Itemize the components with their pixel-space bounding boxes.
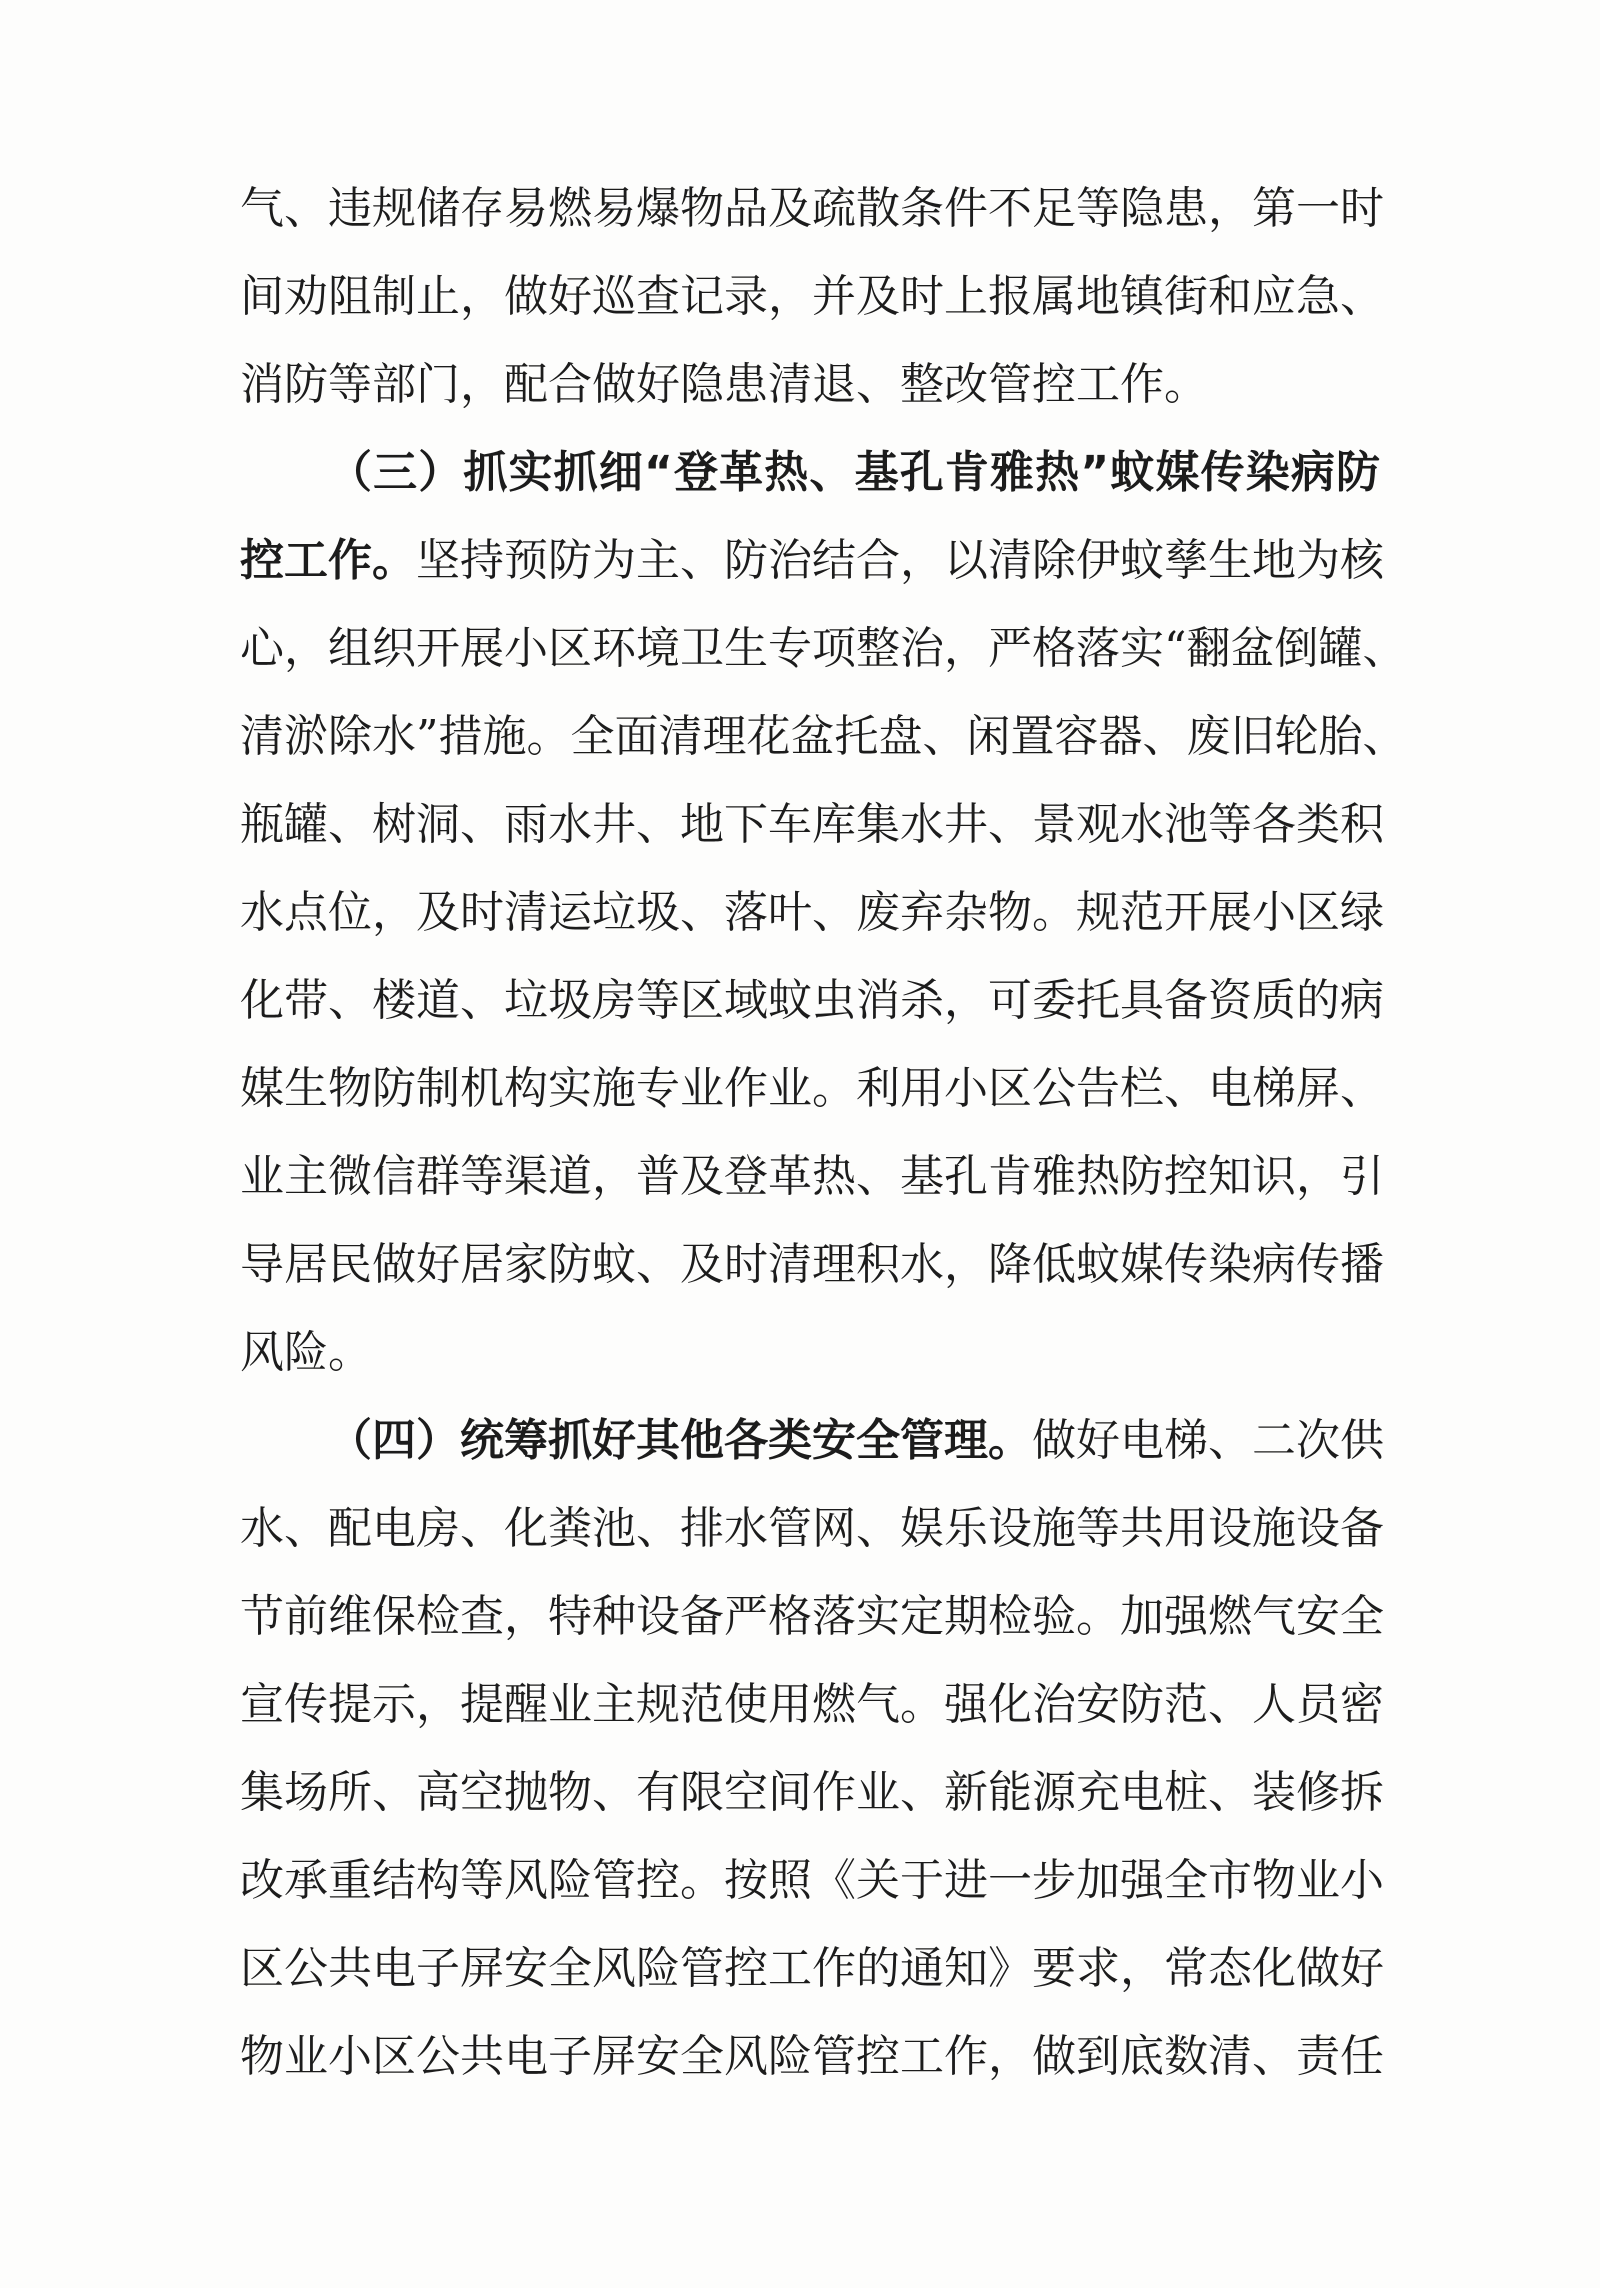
paragraph-other-safety bbox=[240, 1397, 1384, 2101]
text-line: 区公共电子屏安全风险管控工作的通知》要求，常态化做好 bbox=[240, 1943, 1384, 1994]
heading-text: （四）统筹抓好其他各类安全管理。 bbox=[328, 1415, 1032, 1466]
heading-text: （三）抓实抓细“登革热、基孔肯雅热”蚊媒传染病防 bbox=[328, 447, 1380, 498]
text-line: 化带、楼道、垃圾房等区域蚊虫消杀，可委托具备资质的病 bbox=[240, 975, 1384, 1026]
text-line: 气、违规储存易燃易爆物品及疏散条件不足等隐患，第一时 bbox=[240, 183, 1384, 234]
heading-text-tail: 控工作。 bbox=[240, 535, 416, 586]
section-heading-3 bbox=[240, 429, 1380, 517]
text-line: 物业小区公共电子屏安全风险管控工作，做到底数清、责任 bbox=[240, 2031, 1384, 2082]
text-line: 媒生物防制机构实施专业作业。利用小区公告栏、电梯屏、 bbox=[240, 1063, 1384, 1114]
paragraph-mosquito-control bbox=[240, 429, 1407, 1397]
text-line: 水点位，及时清运垃圾、落叶、废弃杂物。规范开展小区绿 bbox=[240, 887, 1384, 938]
text-line: 风险。 bbox=[240, 1327, 372, 1378]
paragraph-hazard-continuation bbox=[240, 165, 1384, 429]
text-line: 间劝阻制止，做好巡查记录，并及时上报属地镇街和应急、 bbox=[240, 271, 1384, 322]
text-line: 清淤除水”措施。全面清理花盆托盘、闲置容器、废旧轮胎、 bbox=[240, 711, 1407, 762]
body-text: 坚持预防为主、防治结合，以清除伊蚊孳生地为核 bbox=[416, 535, 1384, 586]
text-line: 集场所、高空抛物、有限空间作业、新能源充电桩、装修拆 bbox=[240, 1767, 1384, 1818]
text-line bbox=[240, 517, 1384, 605]
text-line: 宣传提示，提醒业主规范使用燃气。强化治安防范、人员密 bbox=[240, 1679, 1384, 1730]
text-line: 水、配电房、化粪池、排水管网、娱乐设施等共用设施设备 bbox=[240, 1503, 1384, 1554]
text-line: 业主微信群等渠道，普及登革热、基孔肯雅热防控知识，引 bbox=[240, 1151, 1384, 1202]
text-line: 导居民做好居家防蚊、及时清理积水，降低蚊媒传染病传播 bbox=[240, 1239, 1384, 1290]
text-line: 瓶罐、树洞、雨水井、地下车库集水井、景观水池等各类积 bbox=[240, 799, 1384, 850]
section-heading-4 bbox=[240, 1397, 1384, 1485]
document-body bbox=[240, 165, 1407, 2101]
body-text: 做好电梯、二次供 bbox=[1032, 1415, 1384, 1466]
text-line: 心，组织开展小区环境卫生专项整治，严格落实“翻盆倒罐、 bbox=[240, 623, 1407, 674]
text-line: 改承重结构等风险管控。按照《关于进一步加强全市物业小 bbox=[240, 1855, 1384, 1906]
text-line: 节前维保检查，特种设备严格落实定期检验。加强燃气安全 bbox=[240, 1591, 1384, 1642]
text-line: 消防等部门，配合做好隐患清退、整改管控工作。 bbox=[240, 359, 1208, 410]
